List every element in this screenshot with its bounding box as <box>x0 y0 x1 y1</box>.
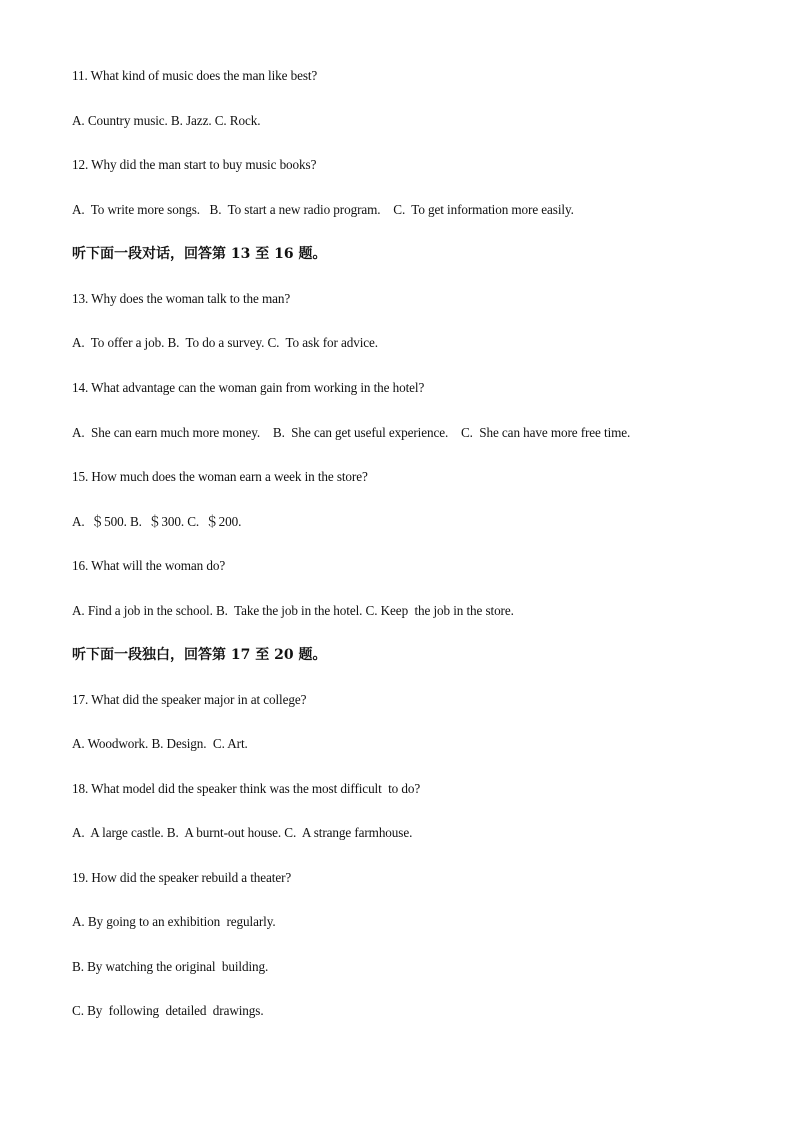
question-12: 12. Why did the man start to buy music books? <box>72 157 317 172</box>
options-12: A. To write more songs. B. To start a new radio program. C. To get information more easily. <box>72 202 574 217</box>
question-13: 13. Why does the woman talk to the man? <box>72 291 291 306</box>
question-15: 15. How much does the woman earn a week in the store? <box>72 469 368 484</box>
options-18: A. A large castle. B. A burnt-out house. C. A strange farmhouse. <box>72 825 413 840</box>
options-14: A. She can earn much more money. B. She can get useful experience. C. She can have more free time. <box>72 425 631 440</box>
question-19: 19. How did the speaker rebuild a theater? <box>72 870 292 885</box>
section-heading-monologue: 听下面一段独白，回答第 17 至 20 题。 <box>72 647 327 663</box>
options-15: A. ＄500. B. ＄300. C. ＄200. <box>72 514 242 529</box>
question-14: 14. What advantage can the woman gain from working in the hotel? <box>72 380 425 395</box>
option-19a: A. By going to an exhibition regularly. <box>72 914 276 929</box>
question-16: 16. What will the woman do? <box>72 558 226 573</box>
options-13: A. To offer a job. B. To do a survey. C. To ask for advice. <box>72 335 379 350</box>
option-19c: C. By following detailed drawings. <box>72 1003 264 1018</box>
options-16: A. Find a job in the school. B. Take the job in the hotel. C. Keep the job in the store. <box>72 603 514 618</box>
question-17: 17. What did the speaker major in at college? <box>72 692 307 707</box>
options-17: A. Woodwork. B. Design. C. Art. <box>72 736 248 751</box>
option-19b: B. By watching the original building. <box>72 959 269 974</box>
section-heading-dialogue: 听下面一段对话，回答第 13 至 16 题。 <box>72 246 327 262</box>
question-11: 11. What kind of music does the man like best? <box>72 68 318 83</box>
question-18: 18. What model did the speaker think was the most difficult to do? <box>72 781 421 796</box>
options-11: A. Country music. B. Jazz. C. Rock. <box>72 113 261 128</box>
